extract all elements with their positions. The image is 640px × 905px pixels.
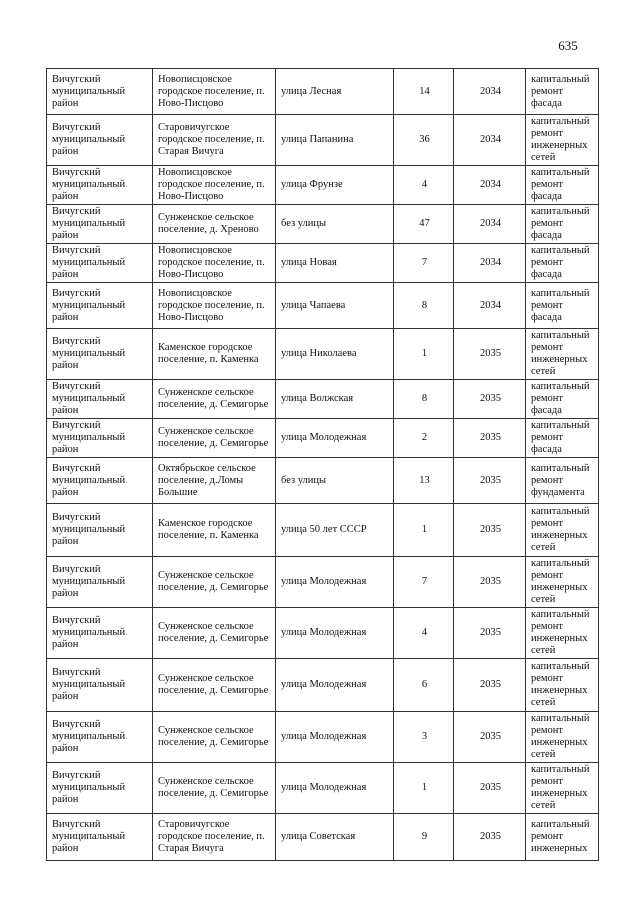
table-row [47, 205, 599, 244]
settlement-cell: Новописцовское городское поселение, п. Ново-Писцово [153, 244, 276, 283]
work-type-cell: капитальный ремонт фасада [526, 69, 599, 115]
house-number-cell: 7 [394, 557, 454, 608]
work-type-cell: капитальный ремонт инженерных сетей [526, 763, 599, 814]
settlement-cell: Сунженское сельское поселение, д. Семигорье [153, 763, 276, 814]
street-cell: улица Папанина [276, 115, 394, 166]
year-cell: 2035 [454, 763, 526, 814]
settlement-cell: Новописцовское городское поселение, п. Ново-Писцово [153, 166, 276, 205]
table-row [47, 557, 599, 608]
district-cell: Вичугский муниципальный район [47, 329, 153, 380]
street-cell: улица Новая [276, 244, 394, 283]
district-cell: Вичугский муниципальный район [47, 205, 153, 244]
house-number-cell: 4 [394, 166, 454, 205]
house-number-cell: 3 [394, 712, 454, 763]
table-row [47, 712, 599, 763]
street-cell: без улицы [276, 458, 394, 504]
work-type-cell: капитальный ремонт инженерных сетей [526, 659, 599, 712]
street-cell: улица 50 лет СССР [276, 504, 394, 557]
street-cell: улица Николаева [276, 329, 394, 380]
district-cell: Вичугский муниципальный район [47, 458, 153, 504]
year-cell: 2035 [454, 329, 526, 380]
street-cell: улица Молодежная [276, 608, 394, 659]
year-cell: 2034 [454, 115, 526, 166]
year-cell: 2035 [454, 659, 526, 712]
district-cell: Вичугский муниципальный район [47, 659, 153, 712]
street-cell: улица Фрунзе [276, 166, 394, 205]
year-cell: 2035 [454, 504, 526, 557]
table-row [47, 380, 599, 419]
street-cell: улица Волжская [276, 380, 394, 419]
table-row [47, 283, 599, 329]
work-type-cell: капитальный ремонт фасада [526, 380, 599, 419]
street-cell: улица Молодежная [276, 419, 394, 458]
settlement-cell: Сунженское сельское поселение, д. Семигорье [153, 557, 276, 608]
table-row [47, 69, 599, 115]
year-cell: 2034 [454, 205, 526, 244]
year-cell: 2035 [454, 419, 526, 458]
district-cell: Вичугский муниципальный район [47, 712, 153, 763]
house-number-cell: 1 [394, 329, 454, 380]
year-cell: 2035 [454, 557, 526, 608]
settlement-cell: Октябрьское сельское поселение, д.Ломы Большие [153, 458, 276, 504]
house-number-cell: 14 [394, 69, 454, 115]
table-row [47, 115, 599, 166]
settlement-cell: Сунженское сельское поселение, д. Хреново [153, 205, 276, 244]
house-number-cell: 7 [394, 244, 454, 283]
table-body [47, 69, 599, 861]
table-row [47, 608, 599, 659]
street-cell: улица Лесная [276, 69, 394, 115]
district-cell: Вичугский муниципальный район [47, 763, 153, 814]
year-cell: 2034 [454, 244, 526, 283]
house-number-cell: 47 [394, 205, 454, 244]
year-cell: 2035 [454, 458, 526, 504]
year-cell: 2035 [454, 814, 526, 861]
district-cell: Вичугский муниципальный район [47, 244, 153, 283]
work-type-cell: капитальный ремонт фасада [526, 166, 599, 205]
district-cell: Вичугский муниципальный район [47, 69, 153, 115]
house-number-cell: 4 [394, 608, 454, 659]
district-cell: Вичугский муниципальный район [47, 608, 153, 659]
year-cell: 2034 [454, 69, 526, 115]
district-cell: Вичугский муниципальный район [47, 380, 153, 419]
year-cell: 2035 [454, 380, 526, 419]
house-number-cell: 8 [394, 283, 454, 329]
street-cell: улица Молодежная [276, 712, 394, 763]
district-cell: Вичугский муниципальный район [47, 166, 153, 205]
settlement-cell: Каменское городское поселение, п. Каменка [153, 329, 276, 380]
table-row [47, 659, 599, 712]
year-cell: 2034 [454, 166, 526, 205]
table-row [47, 329, 599, 380]
settlement-cell: Старовичугское городское поселение, п. Старая Вичуга [153, 115, 276, 166]
housing-repair-table [46, 68, 599, 861]
district-cell: Вичугский муниципальный район [47, 115, 153, 166]
settlement-cell: Сунженское сельское поселение, д. Семигорье [153, 419, 276, 458]
street-cell: улица Чапаева [276, 283, 394, 329]
settlement-cell: Сунженское сельское поселение, д. Семигорье [153, 659, 276, 712]
settlement-cell: Новописцовское городское поселение, п. Ново-Писцово [153, 283, 276, 329]
work-type-cell: капитальный ремонт инженерных сетей [526, 504, 599, 557]
house-number-cell: 36 [394, 115, 454, 166]
work-type-cell: капитальный ремонт инженерных сетей [526, 608, 599, 659]
work-type-cell: капитальный ремонт фасада [526, 244, 599, 283]
house-number-cell: 1 [394, 504, 454, 557]
house-number-cell: 13 [394, 458, 454, 504]
street-cell: без улицы [276, 205, 394, 244]
house-number-cell: 9 [394, 814, 454, 861]
page-number: 635 [558, 38, 578, 53]
house-number-cell: 2 [394, 419, 454, 458]
settlement-cell: Сунженское сельское поселение, д. Семигорье [153, 380, 276, 419]
table-row [47, 814, 599, 861]
work-type-cell: капитальный ремонт инженерных [526, 814, 599, 861]
year-cell: 2035 [454, 712, 526, 763]
district-cell: Вичугский муниципальный район [47, 557, 153, 608]
settlement-cell: Каменское городское поселение, п. Каменка [153, 504, 276, 557]
district-cell: Вичугский муниципальный район [47, 283, 153, 329]
street-cell: улица Молодежная [276, 557, 394, 608]
house-number-cell: 8 [394, 380, 454, 419]
work-type-cell: капитальный ремонт инженерных сетей [526, 557, 599, 608]
year-cell: 2035 [454, 608, 526, 659]
street-cell: улица Молодежная [276, 763, 394, 814]
work-type-cell: капитальный ремонт фасада [526, 283, 599, 329]
work-type-cell: капитальный ремонт фундамента [526, 458, 599, 504]
district-cell: Вичугский муниципальный район [47, 814, 153, 861]
settlement-cell: Старовичугское городское поселение, п. Старая Вичуга [153, 814, 276, 861]
settlement-cell: Новописцовское городское поселение, п. Ново-Писцово [153, 69, 276, 115]
year-cell: 2034 [454, 283, 526, 329]
table-row [47, 763, 599, 814]
street-cell: улица Советская [276, 814, 394, 861]
table-row [47, 166, 599, 205]
work-type-cell: капитальный ремонт фасада [526, 419, 599, 458]
house-number-cell: 1 [394, 763, 454, 814]
district-cell: Вичугский муниципальный район [47, 419, 153, 458]
work-type-cell: капитальный ремонт фасада [526, 205, 599, 244]
work-type-cell: капитальный ремонт инженерных сетей [526, 329, 599, 380]
district-cell: Вичугский муниципальный район [47, 504, 153, 557]
table-row [47, 458, 599, 504]
house-number-cell: 6 [394, 659, 454, 712]
table-row [47, 244, 599, 283]
settlement-cell: Сунженское сельское поселение, д. Семигорье [153, 608, 276, 659]
work-type-cell: капитальный ремонт инженерных сетей [526, 115, 599, 166]
table-row [47, 419, 599, 458]
settlement-cell: Сунженское сельское поселение, д. Семигорье [153, 712, 276, 763]
street-cell: улица Молодежная [276, 659, 394, 712]
table-row [47, 504, 599, 557]
work-type-cell: капитальный ремонт инженерных сетей [526, 712, 599, 763]
